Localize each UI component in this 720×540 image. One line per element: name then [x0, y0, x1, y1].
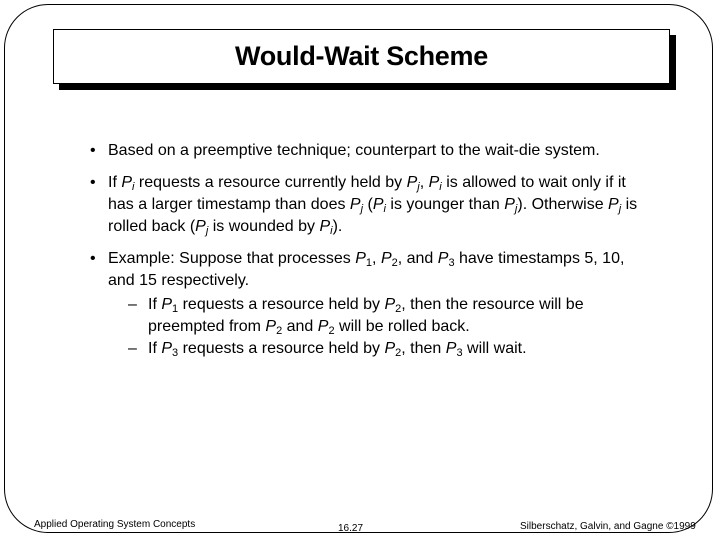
- bullet-marker: •: [90, 174, 96, 191]
- bullet-3: [90, 248, 650, 360]
- sub-bullet-2: [128, 338, 650, 360]
- title-box: [53, 29, 670, 84]
- bullet-2-text: If $P_i$ requests a resource currently held by $P_j$, $P_i$ is allowed to wait only if it has a larger timestamp than does $P_j$ ($P_i$ is younger than $P_j$). Otherwise $P_j$ is rolled back ($P_j$ is wounded by $P_i$).: [108, 174, 638, 237]
- sub-bullet-2-text: If $P_3$ requests a resource held by $P_2$, then $P_3$ will wait.: [148, 340, 527, 359]
- slide-title: Would-Wait Scheme: [235, 41, 488, 71]
- bullet-list: [90, 140, 650, 370]
- footer-copyright: Silberschatz, Galvin, and Gagne ©1999: [520, 521, 696, 532]
- sub-bullet-list: [108, 294, 650, 360]
- footer-course-title: Applied Operating System Concepts: [34, 519, 196, 530]
- bullet-marker: •: [90, 142, 96, 159]
- sub-bullet-marker: –: [128, 340, 137, 357]
- bullet-marker: •: [90, 250, 96, 267]
- bullet-1-text: Based on a preemptive technique; counterpart to the wait-die system.: [108, 142, 600, 159]
- bullet-2: [90, 172, 650, 238]
- sub-bullet-marker: –: [128, 296, 137, 313]
- sub-bullet-1: [128, 294, 650, 338]
- bullet-1: [90, 140, 650, 162]
- sub-bullet-1-text: If $P_1$ requests a resource held by $P_2$, then the resource will be preempted from $P_2$ and $P_2$ will be rolled back.: [148, 296, 584, 337]
- bullet-3-text: Example: Suppose that processes $P_1$, $P_2$, and $P_3$ have timestamps 5, 10, and 15 respectively.: [108, 250, 625, 289]
- footer-slide-number: 16.27: [338, 523, 364, 534]
